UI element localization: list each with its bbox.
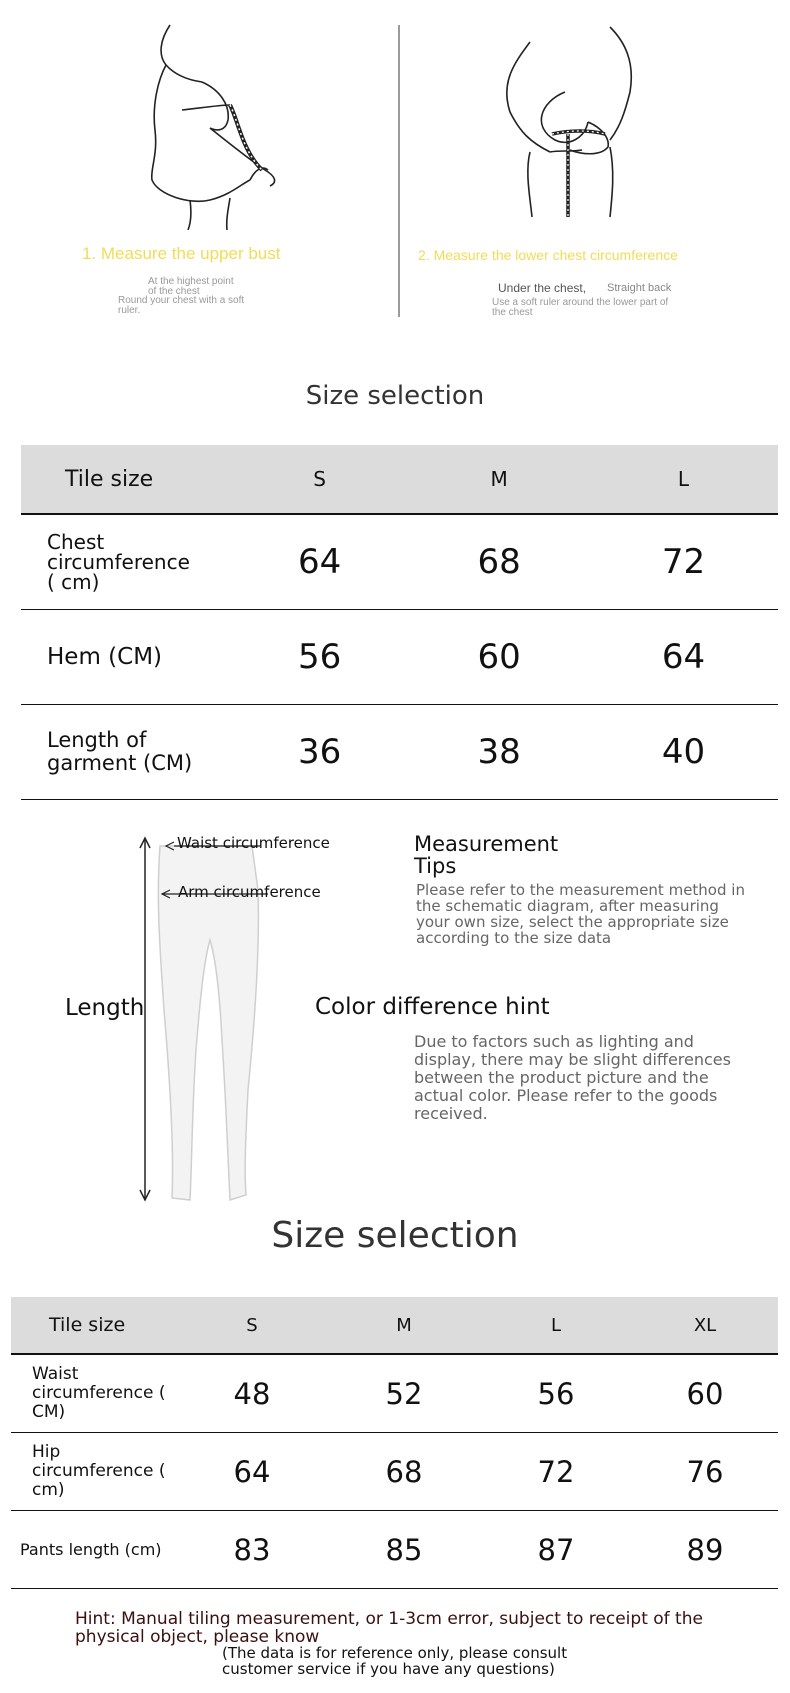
bottom-table-title: Size selection [271, 1215, 519, 1256]
cell-value: 40 [589, 705, 778, 800]
length-label: Length [65, 995, 145, 1021]
cell-value: 72 [480, 1433, 632, 1511]
cell-value: 64 [230, 514, 410, 610]
step1-note-a: At the highest point [148, 276, 234, 287]
bottom-size-table [11, 1297, 778, 1589]
step1-note-d: ruler. [118, 305, 141, 316]
bottom-size-s: S [176, 1297, 328, 1354]
top-size-table [21, 445, 778, 800]
step2-note-c: Use a soft ruler around the lower part of [492, 297, 669, 308]
cell-value: 85 [328, 1511, 480, 1589]
footer-hint: Hint: Manual tiling measurement, or 1-3cm error, subject to receipt of the physical object, please know [75, 1609, 703, 1647]
bottom-size-l: L [480, 1297, 632, 1354]
tips-heading: Measurement Tips [414, 832, 559, 878]
cell-value: 68 [328, 1433, 480, 1511]
step2-note-a: Under the chest, [498, 281, 587, 295]
table-row [11, 1433, 778, 1511]
row-label: Chest circumference ( cm) [21, 514, 230, 610]
bottom-size-xl: XL [632, 1297, 778, 1354]
upper-bust-figure [130, 20, 310, 230]
cell-value: 60 [632, 1354, 778, 1433]
bottom-table-header-label: Tile size [11, 1297, 176, 1354]
figure-divider [398, 25, 400, 317]
cell-value: 64 [176, 1433, 328, 1511]
bottom-table-header-row [11, 1297, 778, 1354]
table-row [11, 1511, 778, 1589]
step1-note-c: Round your chest with a soft [118, 295, 245, 306]
cell-value: 48 [176, 1354, 328, 1433]
cell-value: 64 [589, 610, 778, 705]
top-size-m: M [409, 445, 589, 514]
cell-value: 56 [230, 610, 410, 705]
step2-title: 2. Measure the lower chest circumference [418, 247, 678, 263]
top-table-title: Size selection [305, 381, 485, 411]
bottom-size-m: M [328, 1297, 480, 1354]
table-row [21, 610, 778, 705]
table-row [11, 1354, 778, 1433]
row-label: Hem (CM) [21, 610, 230, 705]
footer-note: (The data is for reference only, please consult customer service if you have any questions) [222, 1644, 568, 1678]
row-label: Pants length (cm) [11, 1511, 176, 1589]
top-size-l: L [589, 445, 778, 514]
step2-note-b: Straight back [607, 282, 672, 294]
cell-value: 72 [589, 514, 778, 610]
table-row [21, 514, 778, 610]
cell-value: 56 [480, 1354, 632, 1433]
row-label: Hip circumference ( cm) [11, 1433, 176, 1511]
cell-value: 36 [230, 705, 410, 800]
row-label: Waist circumference ( CM) [11, 1354, 176, 1433]
lower-chest-figure [470, 22, 670, 222]
waist-label: Waist circumference [177, 834, 330, 852]
cell-value: 87 [480, 1511, 632, 1589]
arm-label: Arm circumference [178, 883, 321, 901]
cell-value: 52 [328, 1354, 480, 1433]
cell-value: 89 [632, 1511, 778, 1589]
tips-body: Please refer to the measurement method in the schematic diagram, after measuring your own size, select the appropriate size according to the size data [416, 881, 745, 947]
top-table-header-label: Tile size [21, 445, 230, 514]
top-table-header-row [21, 445, 778, 514]
cell-value: 83 [176, 1511, 328, 1589]
step1-note-b: of the chest [148, 286, 200, 297]
cell-value: 76 [632, 1433, 778, 1511]
cell-value: 68 [409, 514, 589, 610]
step1-title: 1. Measure the upper bust [82, 244, 281, 263]
top-size-s: S [230, 445, 410, 514]
step2-note-d: the chest [492, 307, 533, 318]
row-label: Length of garment (CM) [21, 705, 230, 800]
cell-value: 38 [409, 705, 589, 800]
cell-value: 60 [409, 610, 589, 705]
color-hint-heading: Color difference hint [315, 994, 550, 1020]
color-hint-body: Due to factors such as lighting and display, there may be slight differences between the product picture and the actual color. Please refer to the goods received. [414, 1032, 731, 1123]
table-row [21, 705, 778, 800]
